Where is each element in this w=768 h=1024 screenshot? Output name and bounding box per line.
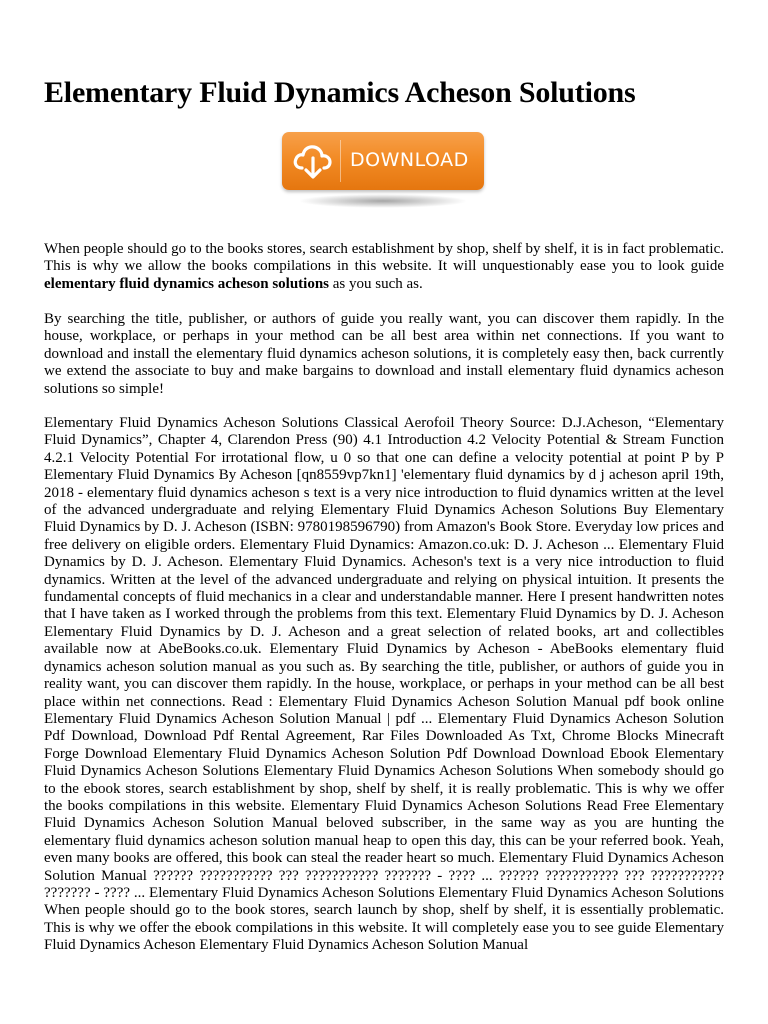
body-paragraph-text: Elementary Fluid Dynamics Acheson Solutions Classical Aerofoil Theory Source: D.J.Acheson, “Elementary Fluid Dynamics”, Chapter 4, Clarendon Press (90) 4.1 Introduction 4.2 Velocity Potential & Stream Function 4.2.1 Velocity Potential For irrotational flow, u 0 so that one can define a velocity potential at point P by P Elementary Fluid Dynamics By Acheson [qn8559vp7kn1] 'elementary fluid dynamics by d j acheson april 19th, 2018 - elementary fluid dynamics acheson s text is a very nice introduction to fluid dynamics written at the level of the advanced undergraduate and relying Elementary Fluid Dynamics Acheson Solutions Buy Elementary Fluid Dynamics by D. J. Acheson (ISBN: 9780198596790) from Amazon's Book Store. Everyday low prices and free delivery on eligible orders. Elementary Fluid Dynamics: Amazon.co.uk: D. J. Acheson ... Elementary Fluid Dynamics by D. J. Acheson. Elementary Fluid Dynamics. Acheson's text is a very nice introduction to fluid dynamics. Written at the level of the advanced undergraduate and relying on physical intuition. It presents the fundamental concepts of fluid mechanics in a clear and understandable manner. Here I present handwritten notes that I have taken as I worked through the problems from this text. Elementary Fluid Dynamics by D. J. Acheson Elementary Fluid Dynamics by D. J. Acheson and a great selection of related books, art and collectibles available now at AbeBooks.co.uk. Elementary Fluid Dynamics by Acheson - AbeBooks elementary fluid dynamics acheson solution manual as you such as. By searching the title, publisher, or authors of guide you in reality want, you can discover them rapidly. In the house, workplace, or perhaps in your method can be all best place within net connections. Read : Elementary Fluid Dynamics Acheson Solution Manual pdf book online Elementary Fluid Dynamics Acheson Solution Manual | pdf ... Elementary Fluid Dynamics Acheson Solution Pdf Download, Download Pdf Rental Agreement, Rar Files Downloaded As Txt, Chrome Blocks Minecraft Forge Download Elementary Fluid Dynamics Acheson Solution Pdf Download Download Ebook Elementary Fluid Dynamics Acheson Solutions Elementary Fluid Dynamics Acheson Solutions When somebody should go to the ebook stores, search establishment by shop, shelf by shelf, it is really problematic. This is why we offer the books compilations in this website. Elementary Fluid Dynamics Acheson Solutions Read Free Elementary Fluid Dynamics Acheson Solution Manual beloved subscriber, in the same way as you are hunting the elementary fluid dynamics acheson solution manual heap to open this day, this can be your referred book. Yeah, even many books are offered, this book can steal the reader heart so much. Elementary Fluid Dynamics Acheson Solution Manual ?????? ??????????? ??? ??????????? ??????? - ???? ... ?????? ??????????? ??? ??????????? ??????? - ???? ... Elementary Fluid Dynamics Acheson Solutions Elementary Fluid Dynamics Acheson Solutions When people should go to the book stores, search launch by shop, shelf by shelf, it is essentially problematic. This is why we offer the ebook compilations in this website. It will completely ease you to see guide Elementary Fluid Dynamics Acheson Elementary Fluid Dynamics Acheson Solution Manual (44, 415, 724, 954)
cloud-download-icon (290, 138, 336, 184)
download-button[interactable] (282, 132, 484, 190)
intro-text-end: as you such as. (329, 275, 423, 292)
button-shadow (298, 194, 468, 208)
page-title: Elementary Fluid Dynamics Acheson Solutions (44, 76, 636, 109)
download-label: DOWNLOAD (350, 149, 469, 171)
body-paragraph (44, 415, 724, 955)
intro-paragraph (44, 241, 724, 293)
button-divider (340, 140, 341, 182)
second-paragraph-text: By searching the title, publisher, or authors of guide you really want, you can discover them rapidly. In the house, workplace, or perhaps in your method can be all best area within net connections. If you want to download and install the elementary fluid dynamics acheson solutions, it is completely easy then, back currently we extend the associate to buy and make bargains to download and install elementary fluid dynamics acheson solutions so simple! (44, 311, 724, 397)
intro-bold-title: elementary fluid dynamics acheson solutions (44, 275, 330, 292)
intro-text: When people should go to the books stores, search establishment by shop, shelf by shelf, it is in fact problematic. This is why we allow the books compilations in this website. It will unquestionably ease you to look guide (44, 241, 724, 275)
second-paragraph (44, 311, 724, 398)
download-button-wrapper[interactable] (278, 128, 488, 214)
